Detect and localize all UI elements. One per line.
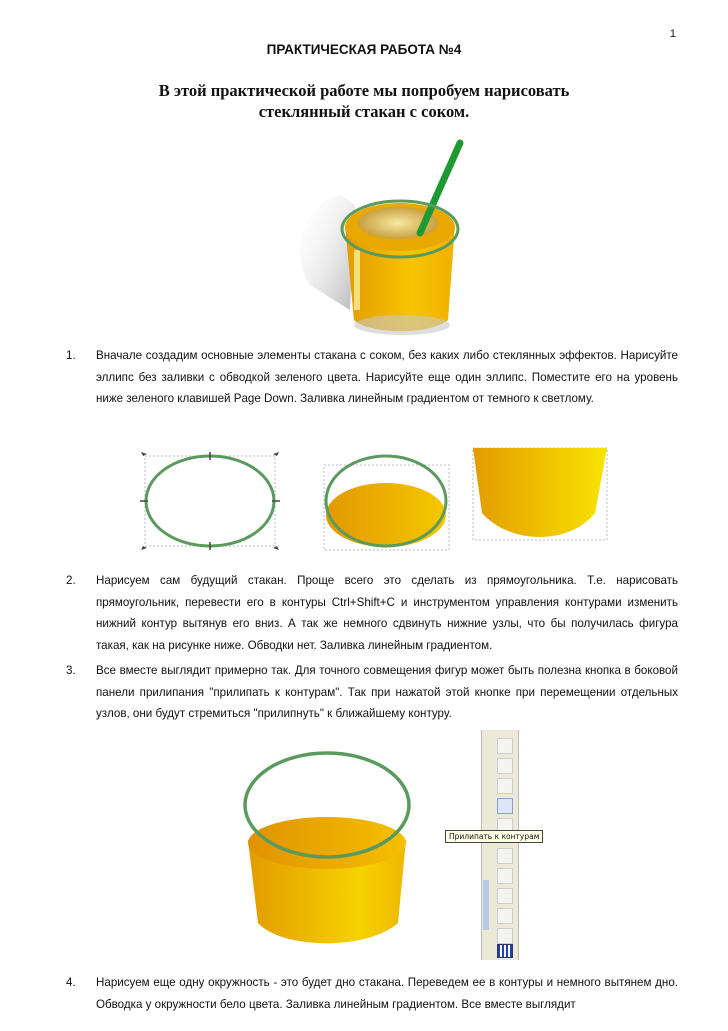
snap-tooltip: Прилипать к контурам [445,830,543,843]
step-number: 3. [66,664,76,677]
step-1 [66,345,678,410]
snap-button[interactable] [497,848,513,864]
step-text: Все вместе выглядит примерно так. Для точного совмещения фигур может быть полезна кнопка в боковой панели прилипания "прилипать к контурам". Так при нажатой этой кнопке при перемещении отдельных узлов, они будут стремиться "прилипнуть" к ближайшему контуру. [96,664,678,720]
subtitle [0,80,728,122]
snap-button[interactable] [497,758,513,774]
step-2 [66,570,678,656]
step-text: Нарисуем еще одну окружность - это будет дно стакана. Переведем ее в контуры и немного вытянем дно. Обводка у окружности бело цвета. Заливка линейным градиентом. Все вместе выглядит [96,976,678,1011]
snap-button[interactable] [497,928,513,944]
toolbar-scrollbar[interactable] [483,880,489,930]
snap-button[interactable] [497,908,513,924]
snap-button[interactable] [497,868,513,884]
subtitle-line-2: стеклянный стакан с соком. [258,102,470,121]
snap-to-paths-button[interactable] [497,798,513,814]
snap-button[interactable] [497,738,513,754]
snap-button[interactable] [497,888,513,904]
step-number: 4. [66,976,76,989]
ellipse-with-juice-figure [318,445,453,555]
page-number: 1 [669,28,676,40]
grid-icon[interactable] [497,944,513,958]
page-title: ПРАКТИЧЕСКАЯ РАБОТА №4 [266,42,462,57]
combined-glass-figure [238,745,418,945]
glass-body-figure [470,445,610,545]
step-text: Нарисуем сам будущий стакан. Проще всего это сделать из прямоугольника. Т.е. нарисовать прямоугольник, перевести его в контуры Ctrl+Shift+C и инструментом управления контурами изменить нижний контур вытянув его вниз. А так же немного сдвинуть нижние узлы, что бы получилась фигура такая, как на рисунке ниже. Обводки нет. Заливка линейным градиентом. [96,574,678,652]
subtitle-line-1: В этой практической работе мы попробуем нарисовать [158,81,570,100]
step-number: 2. [66,574,76,587]
step-4 [66,972,678,1015]
step-3 [66,660,678,725]
ellipse-selection-figure [140,450,280,550]
juice-glass-illustration [270,135,470,340]
step-text: Вначале создадим основные элементы стакана с соком, без каких либо стеклянных эффектов. Нарисуйте эллипс без заливки с обводкой зеленого цвета. Нарисуйте еще один эллипс. Поместите его на уровень ниже зеленого клавишей Page Down. Заливка линейным градиентом от темного к светлому. [96,349,678,405]
snap-button[interactable] [497,778,513,794]
snap-toolbar [445,730,540,960]
step-number: 1. [66,349,76,362]
